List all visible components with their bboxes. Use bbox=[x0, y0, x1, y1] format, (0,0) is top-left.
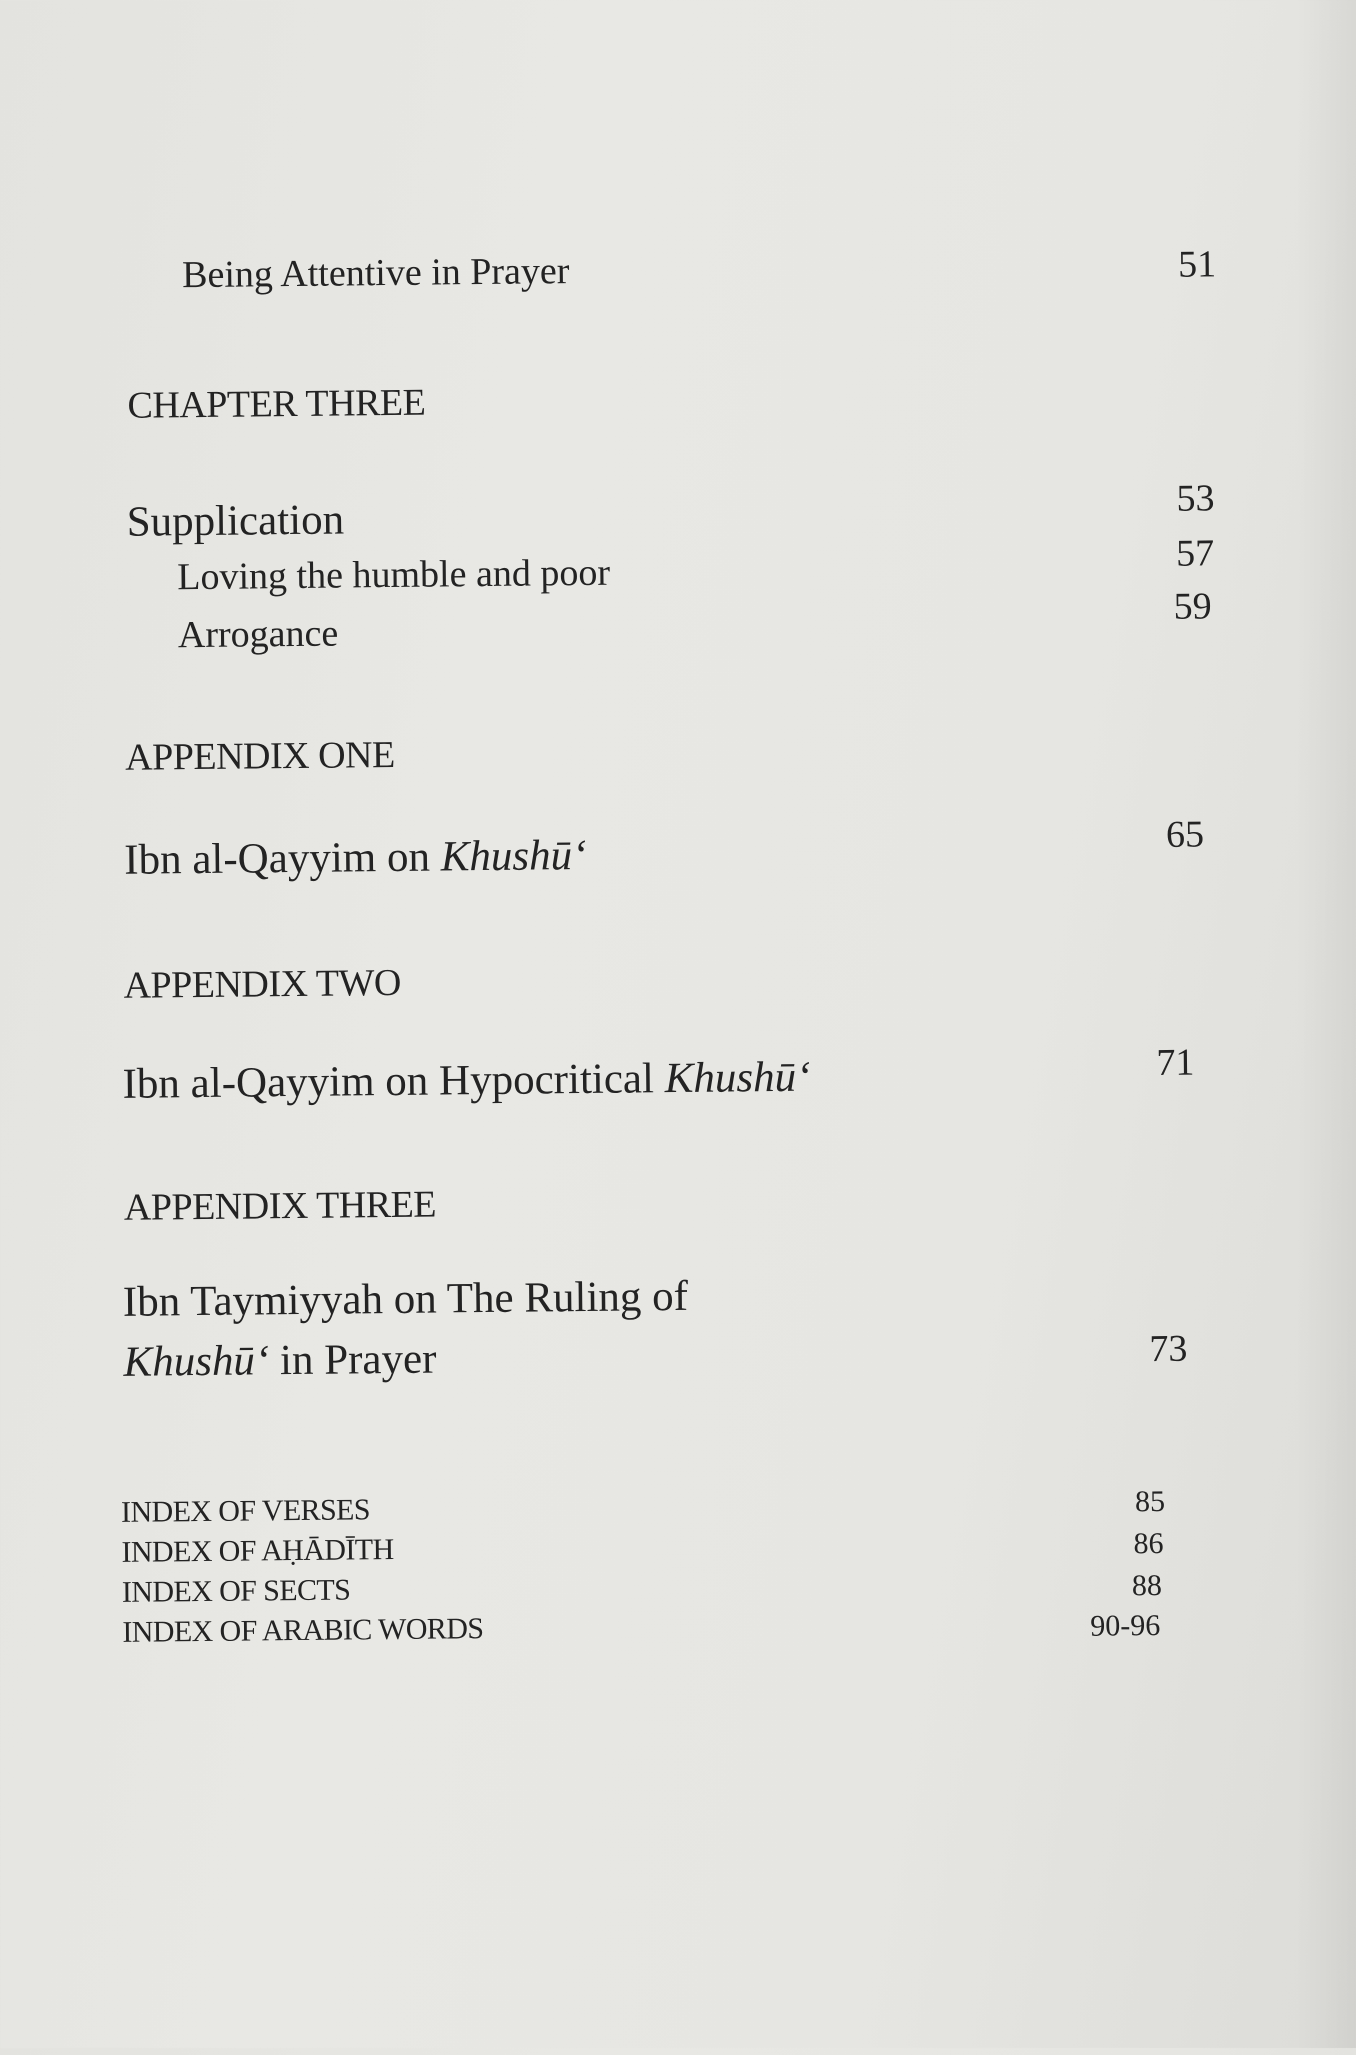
toc-entry-taymiyyah-suffix: in Prayer bbox=[268, 1335, 437, 1385]
toc-entry-qayyim-hypocritical-prefix: Ibn al-Qayyim on Hypocritical bbox=[122, 1055, 665, 1108]
toc-entry-supplication-title: Supplication bbox=[126, 496, 345, 546]
toc-entry-qayyim-khushu-italic: Khushū‘ bbox=[440, 831, 587, 881]
appendix-one-heading: APPENDIX ONE bbox=[124, 733, 395, 779]
toc-entry-attentive-page: 51 bbox=[1177, 243, 1217, 286]
toc-entry-taymiyyah-line2 bbox=[123, 1335, 436, 1387]
appendix-three-heading: APPENDIX THREE bbox=[123, 1183, 437, 1229]
toc-entry-arrogance-title: Arrogance bbox=[177, 612, 339, 657]
index-arabic-words-page: 90-96 bbox=[1090, 1608, 1161, 1643]
toc-entry-loving-title: Loving the humble and poor bbox=[177, 551, 611, 599]
toc-entry-taymiyyah-italic: Khushū‘ bbox=[123, 1337, 270, 1386]
toc-entry-qayyim-hypocritical-italic: Khushū‘ bbox=[664, 1053, 811, 1103]
index-arabic-words-title: INDEX OF ARABIC WORDS bbox=[122, 1612, 484, 1649]
toc-entry-qayyim-khushu-page: 65 bbox=[1165, 813, 1205, 856]
toc-entry-qayyim-khushu-prefix: Ibn al-Qayyim on bbox=[124, 833, 441, 884]
index-sects-title: INDEX OF SECTS bbox=[121, 1573, 351, 1609]
index-ahadith-title: INDEX OF AḤĀDĪTH bbox=[121, 1533, 394, 1569]
index-verses-page: 85 bbox=[1134, 1484, 1166, 1519]
page-edge-shadow bbox=[1296, 0, 1356, 2048]
toc-entry-taymiyyah-page: 73 bbox=[1149, 1327, 1188, 1371]
toc-entry-loving-page: 57 bbox=[1175, 532, 1215, 575]
index-sects-page: 88 bbox=[1131, 1568, 1163, 1603]
appendix-two-heading: APPENDIX TWO bbox=[123, 961, 402, 1007]
index-verses-title: INDEX OF VERSES bbox=[120, 1493, 371, 1529]
toc-entry-taymiyyah-line1: Ibn Taymiyyah on The Ruling of bbox=[122, 1272, 689, 1326]
index-ahadith-page: 86 bbox=[1133, 1526, 1164, 1561]
toc-entry-qayyim-khushu-title bbox=[124, 831, 587, 885]
toc-entry-qayyim-hypocritical-title bbox=[122, 1053, 810, 1109]
chapter-three-heading: CHAPTER THREE bbox=[127, 381, 426, 427]
toc-entry-attentive-title: Being Attentive in Prayer bbox=[181, 250, 570, 297]
toc-entry-arrogance-page: 59 bbox=[1173, 585, 1212, 628]
toc-entry-qayyim-hypocritical-page: 71 bbox=[1156, 1041, 1195, 1084]
toc-entry-supplication-page: 53 bbox=[1176, 477, 1215, 520]
